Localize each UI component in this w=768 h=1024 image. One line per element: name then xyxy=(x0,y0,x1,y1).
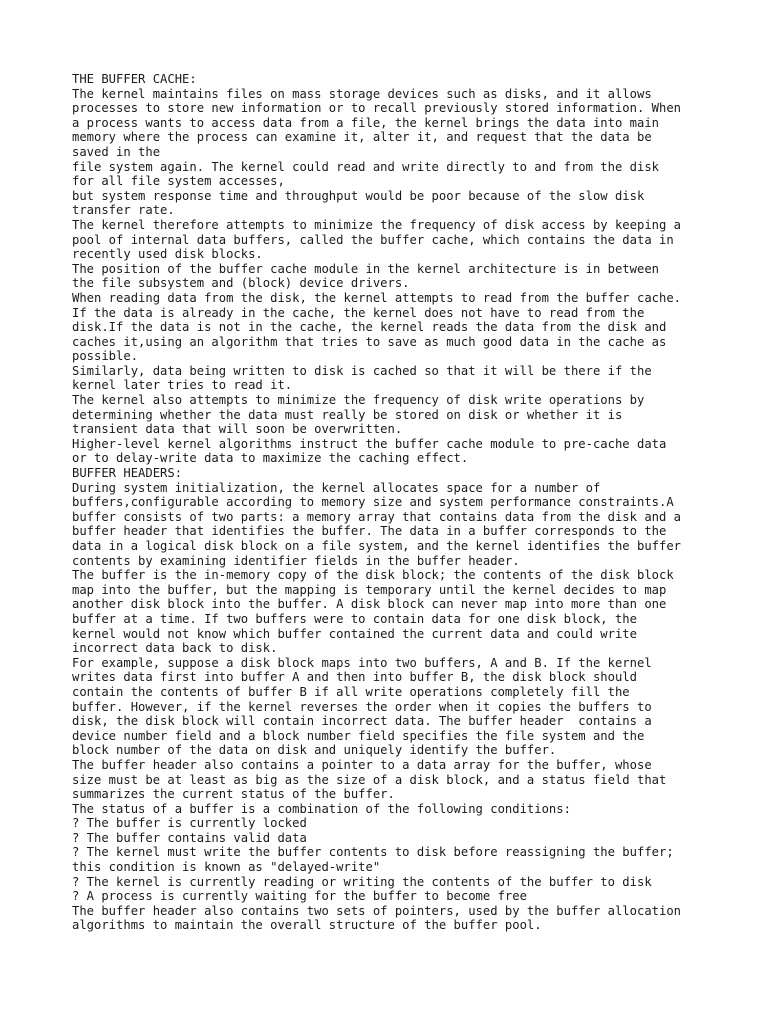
text-line: The status of a buffer is a combination of the following conditions: xyxy=(72,801,571,816)
text-line: map into the buffer, but the mapping is temporary until the kernel decides to map xyxy=(72,582,667,597)
text-line: contain the contents of buffer B if all write operations completely fill the xyxy=(72,684,630,699)
text-line: The kernel maintains files on mass storage devices such as disks, and it allows xyxy=(72,86,652,101)
text-line: ? The kernel must write the buffer contents to disk before reassigning the buffer; xyxy=(72,845,674,860)
text-line: algorithms to maintain the overall structure of the buffer pool. xyxy=(72,918,542,933)
text-line: The buffer header also contains two sets of pointers, used by the buffer allocation xyxy=(72,903,682,918)
text-line: another disk block into the buffer. A disk block can never map into more than one xyxy=(72,597,667,612)
text-line: contents by examining identifier fields in the buffer header. xyxy=(72,553,520,568)
text-line: or to delay-write data to maximize the caching effect. xyxy=(72,451,469,466)
text-line: but system response time and throughput would be poor because of the slow disk xyxy=(72,188,645,203)
text-line: summarizes the current status of the buffer. xyxy=(72,787,395,802)
text-line: The kernel therefore attempts to minimize the frequency of disk access by keeping a xyxy=(72,217,682,232)
text-line: disk, the disk block will contain incorrect data. The buffer header contains a xyxy=(72,714,652,729)
text-line: size must be at least as big as the size of a disk block, and a status field that xyxy=(72,772,667,787)
text-line: kernel later tries to read it. xyxy=(72,378,293,393)
text-line: caches it,using an algorithm that tries to save as much good data in the cache as xyxy=(72,334,667,349)
text-line: transient data that will soon be overwritten. xyxy=(72,422,403,437)
text-line: ? The buffer is currently locked xyxy=(72,816,307,831)
text-line: The buffer header also contains a pointer to a data array for the buffer, whose xyxy=(72,757,652,772)
text-line: processes to store new information or to recall previously stored information. When xyxy=(72,101,682,116)
text-line: disk.If the data is not in the cache, the kernel reads the data from the disk and xyxy=(72,320,667,335)
text-line: data in a logical disk block on a file system, and the kernel identifies the buffer xyxy=(72,539,682,553)
text-line: block number of the data on disk and uniquely identify the buffer. xyxy=(72,743,557,758)
text-line: When reading data from the disk, the kernel attempts to read from the buffer cache. xyxy=(72,290,682,305)
text-line: this condition is known as "delayed-write" xyxy=(72,860,381,875)
text-line: Similarly, data being written to disk is cached so that it will be there if the xyxy=(72,363,652,378)
text-line: The buffer is the in-memory copy of the disk block; the contents of the disk block xyxy=(72,568,674,583)
text-line: buffers,configurable according to memory size and system performance constraints.A xyxy=(72,495,674,510)
text-line: determining whether the data must really be stored on disk or whether it is xyxy=(72,407,623,422)
text-line: a process wants to access data from a file, the kernel brings the data into main xyxy=(72,115,659,130)
text-line: incorrect data back to disk. xyxy=(72,641,278,656)
text-line: memory where the process can examine it, alter it, and request that the data be xyxy=(72,130,652,145)
text-line: writes data first into buffer A and then into buffer B, the disk block should xyxy=(72,670,637,685)
text-line: THE BUFFER CACHE: xyxy=(72,72,197,86)
text-line: ? The kernel is currently reading or writing the contents of the buffer to disk xyxy=(72,874,652,889)
document-body xyxy=(72,72,712,933)
text-line: kernel would not know which buffer contained the current data and could write xyxy=(72,626,637,641)
text-line: For example, suppose a disk block maps into two buffers, A and B. If the kernel xyxy=(72,655,652,670)
text-line: pool of internal data buffers, called the buffer cache, which contains the data in xyxy=(72,232,674,247)
text-line: saved in the xyxy=(72,144,161,159)
text-line: buffer at a time. If two buffers were to contain data for one disk block, the xyxy=(72,611,637,626)
text-line: buffer consists of two parts: a memory array that contains data from the disk and a xyxy=(72,509,682,524)
text-line: BUFFER HEADERS: xyxy=(72,466,183,481)
text-line: Higher-level kernel algorithms instruct the buffer cache module to pre-cache data xyxy=(72,436,667,451)
text-line: transfer rate. xyxy=(72,203,175,218)
text-line: The kernel also attempts to minimize the frequency of disk write operations by xyxy=(72,393,645,408)
text-line: If the data is already in the cache, the kernel does not have to read from the xyxy=(72,305,645,320)
text-line: device number field and a block number field specifies the file system and the xyxy=(72,728,645,743)
text-line: for all file system accesses, xyxy=(72,174,285,189)
text-line: ? The buffer contains valid data xyxy=(72,830,307,845)
text-line: ? A process is currently waiting for the buffer to become free xyxy=(72,889,527,904)
text-line: buffer header that identifies the buffer. The data in a buffer corresponds to the xyxy=(72,524,667,539)
text-line: recently used disk blocks. xyxy=(72,247,263,262)
text-line: file system again. The kernel could read and write directly to and from the disk xyxy=(72,159,659,174)
text-line: the file subsystem and (block) device drivers. xyxy=(72,276,410,291)
text-line: possible. xyxy=(72,349,139,364)
text-line: The position of the buffer cache module in the kernel architecture is in between xyxy=(72,261,659,276)
text-line: During system initialization, the kernel allocates space for a number of xyxy=(72,480,601,495)
text-line: buffer. However, if the kernel reverses the order when it copies the buffers to xyxy=(72,699,652,714)
